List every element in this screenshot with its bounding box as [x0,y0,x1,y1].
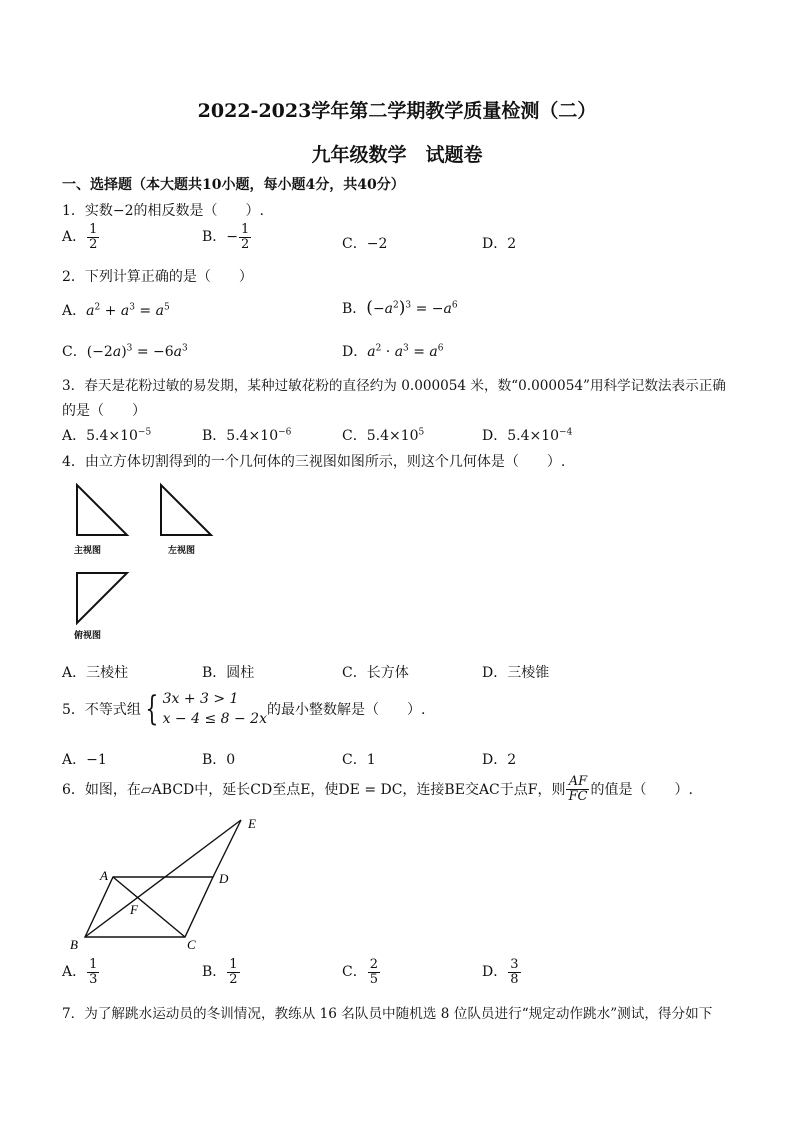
q1-option-b[interactable] [202,223,252,251]
q3-option-b[interactable]: B．$5.4\times 10^{-6}$ [202,427,292,444]
left-view-triangle [161,485,211,535]
top-view-triangle [77,573,127,623]
point-b-label: B [70,937,78,952]
question-3-line2: 的是（ ） [62,403,146,419]
q1-a-label: A． [62,229,87,246]
q6-option-d[interactable]: D． $\frac{3}{8}$ [482,957,519,987]
question-3-line1: 3．春天是花粉过敏的易发期，某种过敏花粉的直径约为 0.000054 米，数“0.000054”用科学记数法表示正确 [62,378,726,394]
q2-option-a[interactable]: A．$a^2 + a^3 = a^5$ [62,302,170,319]
q1-option-d[interactable]: D．2 [482,236,517,252]
question-4: 4．由立方体切割得到的一个几何体的三视图如图所示，则这个几何体是（ ）. [62,454,566,470]
point-a-label: A [100,868,108,883]
inequality-system: 3x + 3 > 1 x − 4 ≤ 8 − 2x [162,691,267,727]
three-view-figure [60,480,240,650]
left-view-caption: 左视图 [168,546,196,556]
q1-option-c[interactable]: C．−2 [342,236,388,252]
front-view-triangle [77,485,127,535]
q1-b-fraction: $\frac{1}{2}$ [241,222,250,252]
q3-option-d[interactable]: D．$5.4\times 10^{-4}$ [482,427,573,444]
question-6: 6．如图，在▱ABCD中，延长CD至点E，使DE = DC，连接BE交AC于点F，则 $\frac{AF}{FC}$ 的值是（ ）. [62,774,693,804]
point-e-label: E [248,816,256,831]
q1-b-label: B．− [202,229,239,246]
point-f-label: F [130,902,138,917]
q2-option-b[interactable]: B．$(-a^2)^3 = -a^6$ [342,298,458,318]
question-2: 2．下列计算正确的是（ ） [62,269,253,285]
question-7: 7．为了解跳水运动员的冬训情况，教练从 16 名队员中随机选 8 位队员进行“规定动作跳水”测试，得分如下 [62,1006,713,1022]
q4-option-a[interactable]: A．三棱柱 [62,665,129,681]
exam-subtitle: 九年级数学 试题卷 [311,144,483,166]
q2-option-d[interactable]: D．$a^2 \cdot a^3 = a^6$ [342,343,444,360]
q3-option-c[interactable]: C．$5.4\times 10^5$ [342,427,425,444]
q1-option-a[interactable] [62,223,100,251]
question-5: 5．不等式组 { 3x + 3 > 1 x − 4 ≤ 8 − 2x 的最小整数解是（ ）. [62,689,426,729]
q6-option-a[interactable]: A． $\frac{1}{3}$ [62,957,98,987]
section-heading: 一、选择题（本大题共10小题，每小题4分，共40分） [62,177,405,193]
q6-ratio-fraction: $\frac{AF}{FC}$ [568,774,588,804]
top-view-caption: 俯视图 [74,631,102,641]
point-c-label: C [187,937,196,952]
q4-option-c[interactable]: C．长方体 [342,665,409,681]
q6-option-c[interactable]: C． $\frac{2}{5}$ [342,957,378,987]
exam-title: 2022-2023学年第二学期教学质量检测（二） [197,100,597,122]
q4-option-d[interactable]: D．三棱锥 [482,665,550,681]
front-view-caption: 主视图 [74,546,102,556]
q4-option-b[interactable]: B．圆柱 [202,665,255,681]
question-1: 1．实数−2的相反数是（ ）. [62,203,264,219]
q5-option-c[interactable]: C．1 [342,752,376,768]
q5-option-a[interactable]: A．−1 [62,752,107,768]
segment-de [213,820,241,877]
point-d-label: D [219,871,229,886]
q1-a-fraction: $\frac{1}{2}$ [89,222,98,252]
q3-option-a[interactable]: A．$5.4\times 10^{-5}$ [62,427,152,444]
diagonal-ac [113,877,185,937]
q2-option-c[interactable]: C．$(-2a)^3 = -6a^3$ [62,343,188,360]
parallelogram-figure [60,812,270,954]
q6-option-b[interactable]: B． $\frac{1}{2}$ [202,957,238,987]
q5-option-b[interactable]: B．0 [202,752,236,768]
q5-option-d[interactable]: D．2 [482,752,517,768]
